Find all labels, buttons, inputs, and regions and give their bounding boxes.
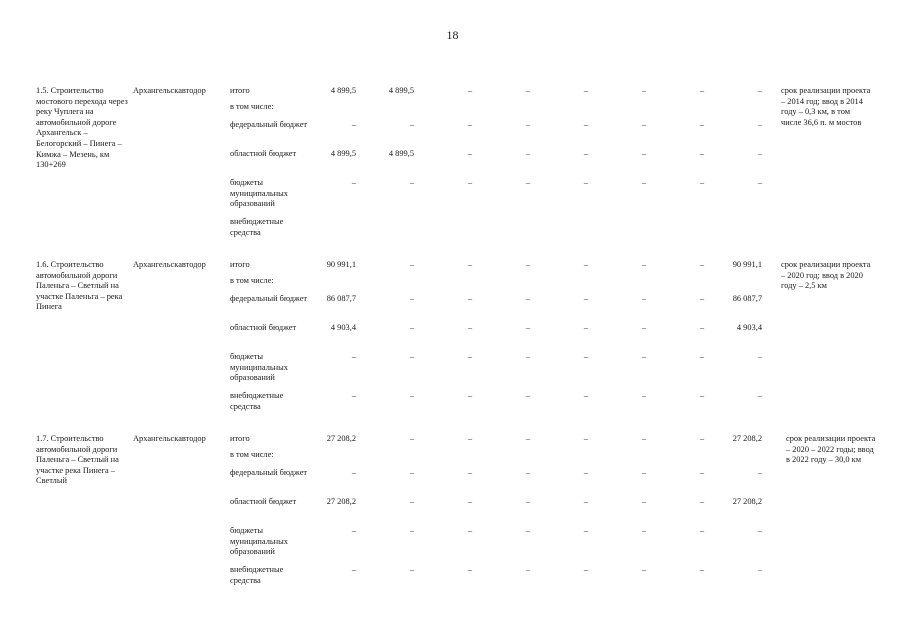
amount-cell: –	[583, 434, 588, 443]
funding-source-label: внебюджетные средства	[230, 565, 284, 585]
amount-cell: –	[467, 526, 472, 535]
amount-cell: 27 208,2	[326, 434, 356, 443]
amount-cell: –	[583, 526, 588, 535]
amount-cell: –	[699, 86, 704, 95]
amount-cell: –	[583, 178, 588, 187]
amount-cell: –	[467, 86, 472, 95]
amount-cell: –	[641, 149, 646, 158]
amount-cell: –	[757, 565, 762, 574]
funding-source-label: областной бюджет	[230, 497, 297, 506]
amount-cell: –	[699, 391, 704, 400]
amount-cell: –	[641, 565, 646, 574]
amount-cell: –	[641, 120, 646, 129]
project-executor: Архангельскавтодор	[133, 434, 206, 443]
project-executor: Архангельскавтодор	[133, 86, 206, 95]
funding-source-label: областной бюджет	[230, 323, 297, 332]
amount-cell: –	[409, 526, 414, 535]
amount-cell: –	[467, 294, 472, 303]
funding-source-label: федеральный бюджет	[230, 294, 308, 303]
amount-cell: –	[699, 323, 704, 332]
amount-cell: –	[467, 391, 472, 400]
funding-source-label: итого	[230, 434, 250, 443]
amount-cell: –	[467, 149, 472, 158]
funding-source-label: в том числе:	[230, 276, 274, 285]
amount-cell: –	[699, 565, 704, 574]
amount-cell: –	[467, 497, 472, 506]
funding-source-label: федеральный бюджет	[230, 120, 308, 129]
project-name: 1.6. Строительство автомобильной дороги Паленьга – Светлый на участке Паленьга – река Пинега	[36, 260, 123, 312]
amount-cell: –	[467, 565, 472, 574]
funding-source-label: итого	[230, 260, 250, 269]
amount-cell: –	[757, 178, 762, 187]
amount-cell: 90 991,1	[732, 260, 762, 269]
amount-cell: –	[699, 526, 704, 535]
project-note: срок реализации проекта – 2020 – 2022 годы; ввод в 2022 году – 30,0 км	[786, 434, 876, 465]
amount-cell: –	[467, 323, 472, 332]
amount-cell: 4 899,5	[388, 149, 414, 158]
amount-cell: –	[525, 352, 530, 361]
amount-cell: –	[583, 120, 588, 129]
amount-cell: –	[757, 352, 762, 361]
amount-cell: –	[409, 468, 414, 477]
amount-cell: 4 899,5	[388, 86, 414, 95]
amount-cell: –	[641, 434, 646, 443]
amount-cell: –	[641, 497, 646, 506]
amount-cell: –	[409, 178, 414, 187]
amount-cell: –	[757, 120, 762, 129]
amount-cell: –	[351, 178, 356, 187]
amount-cell: –	[699, 178, 704, 187]
amount-cell: –	[699, 149, 704, 158]
amount-cell: –	[641, 178, 646, 187]
amount-cell: –	[351, 352, 356, 361]
funding-source-label: бюджеты муниципальных образований	[230, 352, 288, 383]
funding-source-label: внебюджетные средства	[230, 217, 284, 237]
funding-source-label: бюджеты муниципальных образований	[230, 178, 288, 209]
amount-cell: –	[525, 497, 530, 506]
project-name: 1.5. Строительство мостового перехода через реку Чуплега на автомобильной дороге Архангельск – Белогорский – Пинега – Кимжа – Мезень, км 130+269	[36, 86, 128, 170]
amount-cell: –	[641, 260, 646, 269]
amount-cell: –	[409, 120, 414, 129]
amount-cell: –	[699, 120, 704, 129]
amount-cell: 27 208,2	[732, 434, 762, 443]
amount-cell: –	[409, 294, 414, 303]
amount-cell: –	[641, 468, 646, 477]
amount-cell: –	[525, 391, 530, 400]
funding-source-label: федеральный бюджет	[230, 468, 308, 477]
amount-cell: 4 899,5	[330, 86, 356, 95]
amount-cell: –	[351, 526, 356, 535]
amount-cell: –	[467, 178, 472, 187]
amount-cell: –	[409, 391, 414, 400]
page-number: 18	[446, 28, 459, 42]
amount-cell: –	[641, 526, 646, 535]
amount-cell: –	[757, 391, 762, 400]
project-note: срок реализации проекта – 2014 год; ввод в 2014 году – 0,3 км, в том числе 36,6 п. м мостов	[781, 86, 871, 127]
amount-cell: –	[583, 149, 588, 158]
project-name: 1.7. Строительство автомобильной дороги Паленьга – Светлый на участке река Пинега – Светлый	[36, 434, 119, 486]
amount-cell: –	[409, 323, 414, 332]
amount-cell: –	[699, 294, 704, 303]
amount-cell: –	[525, 86, 530, 95]
amount-cell: –	[409, 497, 414, 506]
amount-cell: –	[409, 565, 414, 574]
amount-cell: –	[351, 391, 356, 400]
amount-cell: –	[525, 260, 530, 269]
funding-source-label: в том числе:	[230, 450, 274, 459]
amount-cell: –	[525, 294, 530, 303]
amount-cell: –	[583, 565, 588, 574]
amount-cell: –	[583, 323, 588, 332]
funding-source-label: итого	[230, 86, 250, 95]
amount-cell: –	[467, 468, 472, 477]
amount-cell: –	[525, 149, 530, 158]
amount-cell: –	[699, 468, 704, 477]
amount-cell: –	[467, 434, 472, 443]
amount-cell: –	[757, 86, 762, 95]
amount-cell: –	[583, 468, 588, 477]
amount-cell: –	[757, 526, 762, 535]
amount-cell: 4 899,5	[330, 149, 356, 158]
amount-cell: –	[351, 120, 356, 129]
amount-cell: –	[351, 565, 356, 574]
funding-source-label: областной бюджет	[230, 149, 297, 158]
amount-cell: –	[409, 260, 414, 269]
amount-cell: –	[583, 497, 588, 506]
amount-cell: 86 087,7	[732, 294, 762, 303]
funding-source-label: в том числе:	[230, 102, 274, 111]
amount-cell: –	[409, 352, 414, 361]
amount-cell: –	[641, 352, 646, 361]
amount-cell: –	[467, 260, 472, 269]
amount-cell: –	[699, 434, 704, 443]
amount-cell: –	[699, 497, 704, 506]
project-executor: Архангельскавтодор	[133, 260, 206, 269]
amount-cell: –	[467, 120, 472, 129]
amount-cell: –	[525, 565, 530, 574]
amount-cell: 4 903,4	[736, 323, 762, 332]
amount-cell: –	[641, 323, 646, 332]
amount-cell: –	[351, 468, 356, 477]
amount-cell: –	[757, 468, 762, 477]
amount-cell: 4 903,4	[330, 323, 356, 332]
amount-cell: –	[641, 86, 646, 95]
amount-cell: –	[699, 260, 704, 269]
amount-cell: –	[525, 468, 530, 477]
amount-cell: –	[525, 323, 530, 332]
amount-cell: –	[583, 294, 588, 303]
amount-cell: –	[699, 352, 704, 361]
amount-cell: 90 991,1	[326, 260, 356, 269]
amount-cell: –	[409, 434, 414, 443]
amount-cell: 86 087,7	[326, 294, 356, 303]
amount-cell: 27 208,2	[732, 497, 762, 506]
amount-cell: –	[525, 434, 530, 443]
amount-cell: –	[583, 352, 588, 361]
amount-cell: –	[757, 149, 762, 158]
project-note: срок реализации проекта – 2020 год; ввод в 2020 году – 2,5 км	[781, 260, 871, 291]
amount-cell: –	[641, 391, 646, 400]
amount-cell: –	[583, 391, 588, 400]
amount-cell: –	[641, 294, 646, 303]
amount-cell: 27 208,2	[326, 497, 356, 506]
funding-source-label: бюджеты муниципальных образований	[230, 526, 288, 557]
amount-cell: –	[525, 178, 530, 187]
amount-cell: –	[583, 260, 588, 269]
amount-cell: –	[583, 86, 588, 95]
amount-cell: –	[467, 352, 472, 361]
amount-cell: –	[525, 120, 530, 129]
funding-source-label: внебюджетные средства	[230, 391, 284, 411]
amount-cell: –	[525, 526, 530, 535]
